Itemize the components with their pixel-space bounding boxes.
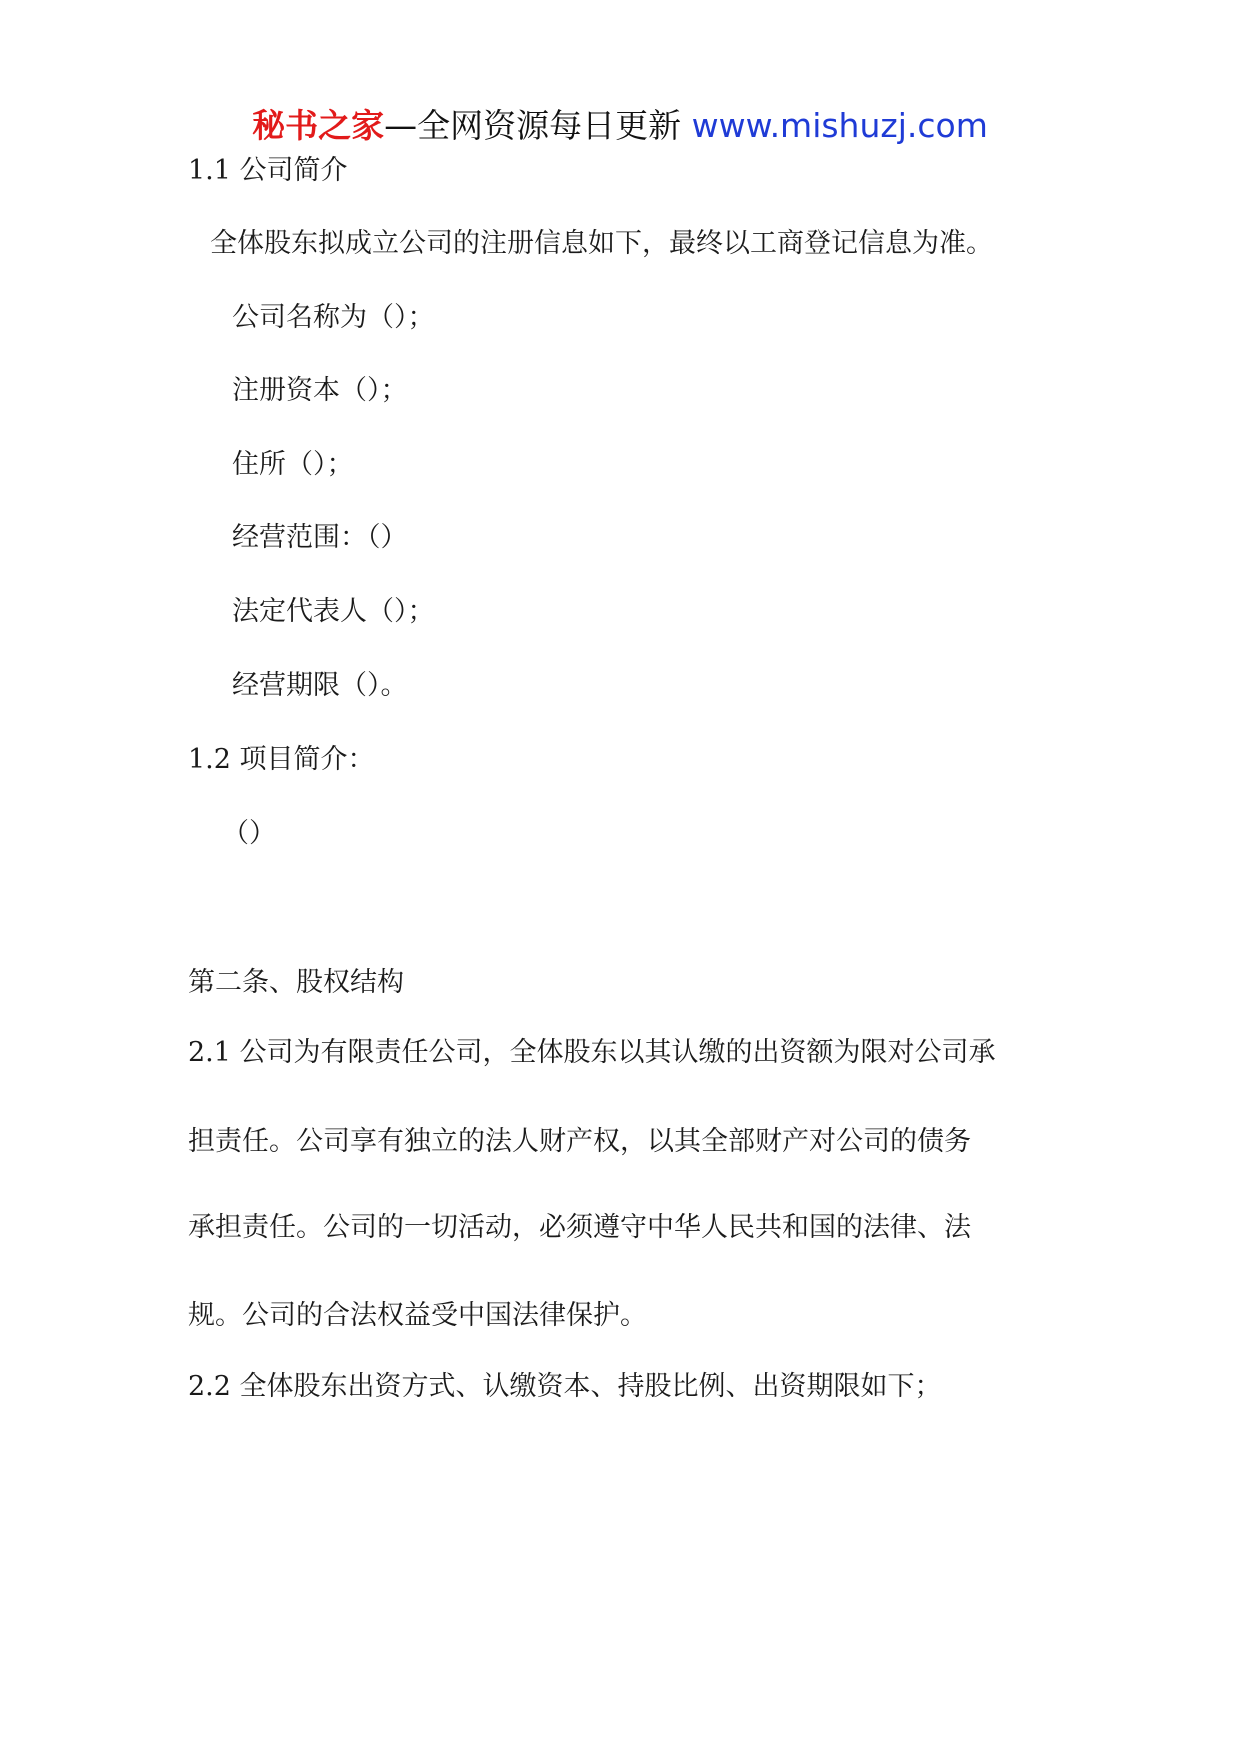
article-2-title: 第二条、股权结构 bbox=[188, 967, 404, 998]
company-name-item: 公司名称为（）； bbox=[232, 302, 435, 333]
site-watermark-header bbox=[0, 98, 1240, 154]
site-url-link[interactable]: www.mishuzj.com bbox=[691, 106, 988, 145]
brand-name: 秘书之家 bbox=[252, 106, 385, 145]
clause-2-2: 2.2 全体股东出资方式、认缴资本、持股比例、出资期限如下； bbox=[188, 1371, 942, 1402]
clause-2-1-line: 2.1 公司为有限责任公司，全体股东以其认缴的出资额为限对公司承 bbox=[188, 1037, 996, 1068]
section-1-1-heading: 1.1 公司简介 bbox=[188, 155, 348, 186]
legal-representative-item: 法定代表人（）； bbox=[232, 596, 435, 627]
address-item: 住所（）； bbox=[232, 449, 354, 480]
header-slogan: —全网资源每日更新 bbox=[384, 106, 682, 145]
clause-2-1-line: 担责任。公司享有独立的法人财产权，以其全部财产对公司的债务 bbox=[188, 1126, 971, 1157]
clause-2-1-line: 规。公司的合法权益受中国法律保护。 bbox=[188, 1300, 647, 1331]
business-scope-item: 经营范围：（） bbox=[232, 522, 408, 553]
section-1-1-intro: 全体股东拟成立公司的注册信息如下，最终以工商登记信息为准。 bbox=[210, 228, 993, 259]
clause-2-1-line: 承担责任。公司的一切活动，必须遵守中华人民共和国的法律、法 bbox=[188, 1212, 971, 1243]
registered-capital-item: 注册资本（）； bbox=[232, 375, 408, 406]
section-1-2-content: （） bbox=[222, 818, 276, 849]
section-1-2-heading: 1.2 项目简介： bbox=[188, 744, 375, 775]
business-term-item: 经营期限（）。 bbox=[232, 670, 408, 701]
